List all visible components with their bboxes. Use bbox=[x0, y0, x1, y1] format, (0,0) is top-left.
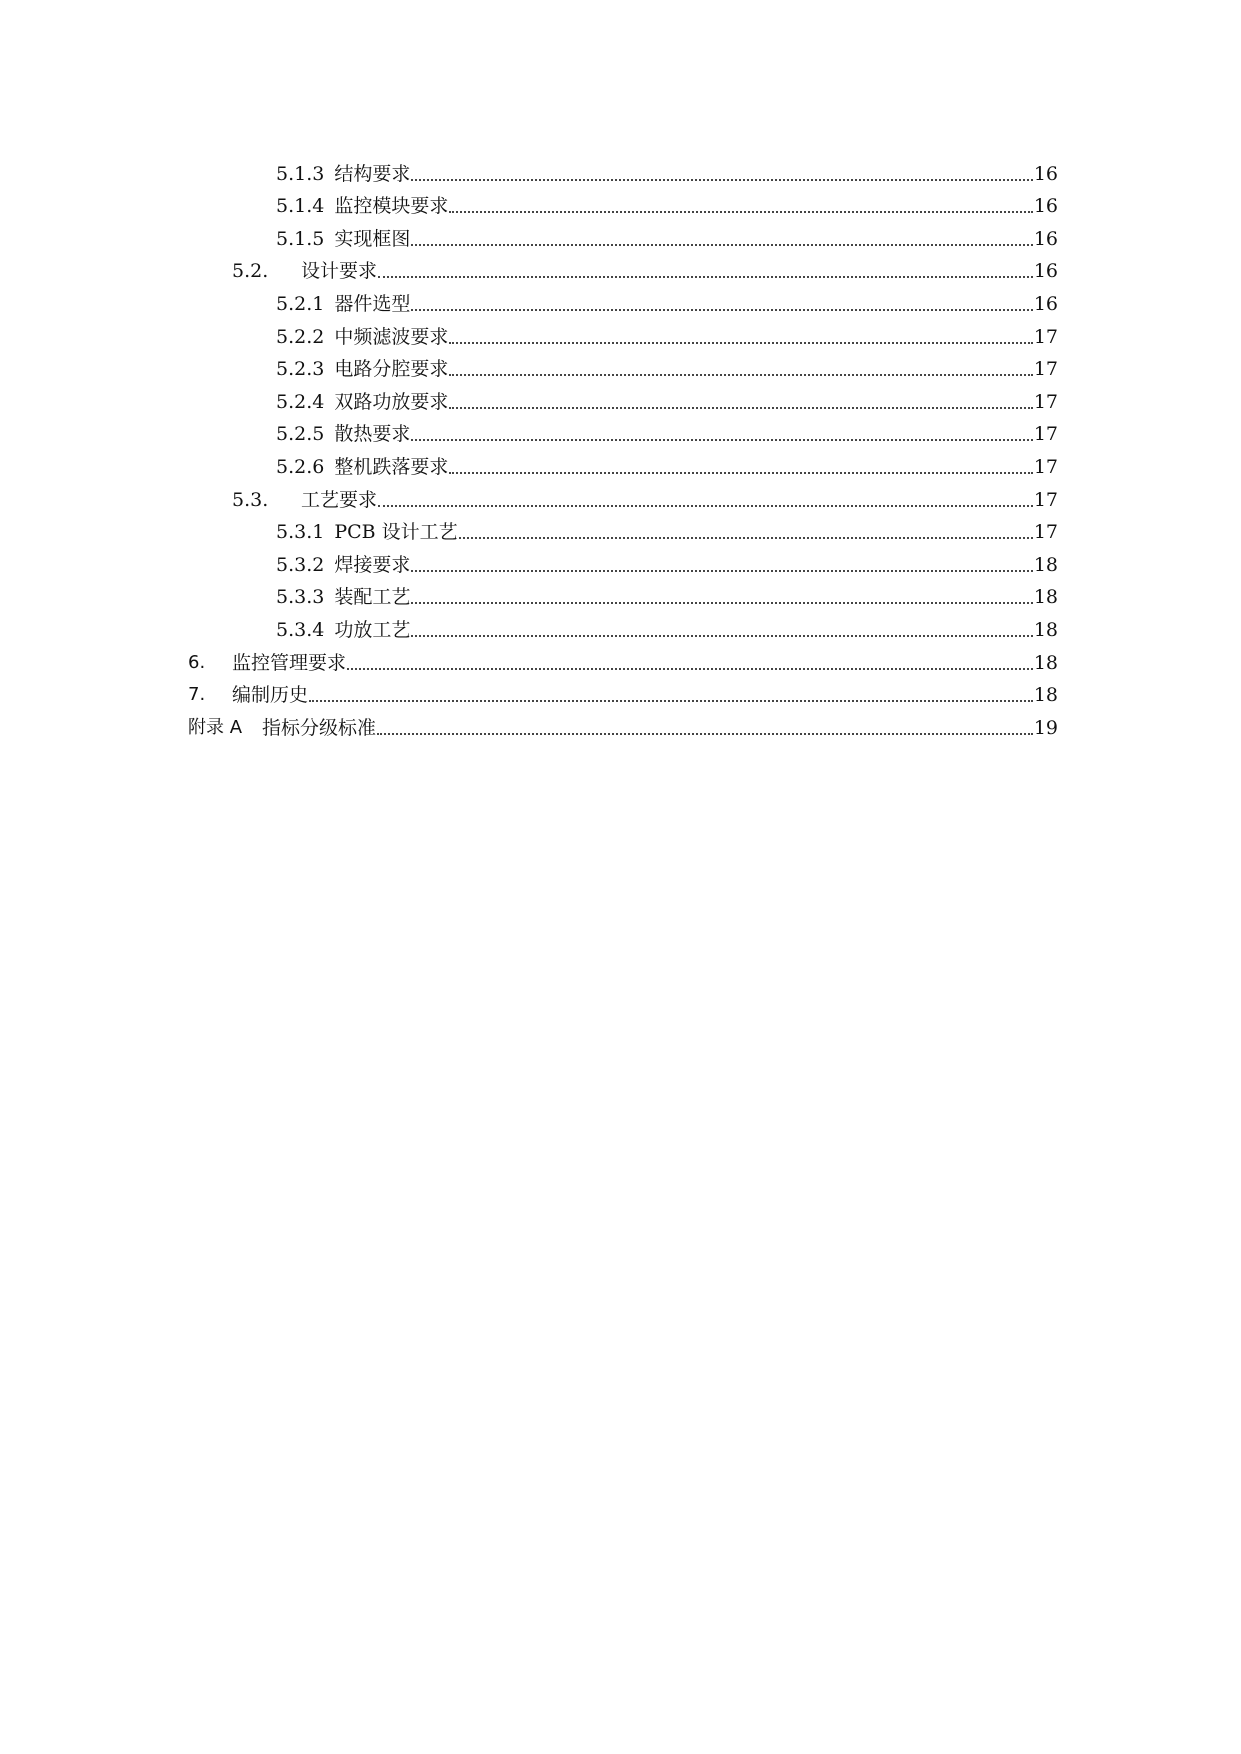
toc-entry-number: 5.2.5 bbox=[276, 423, 325, 446]
toc-entry-number: 5.3.1 bbox=[276, 521, 325, 544]
toc-entry-number: 5.3.4 bbox=[276, 618, 325, 641]
toc-entry-page: 18 bbox=[1033, 553, 1058, 576]
toc-entry-title: 工艺要求 bbox=[301, 488, 378, 511]
toc-entry-title: 散热要求 bbox=[334, 423, 411, 446]
toc-entry-title: 功放工艺 bbox=[334, 618, 411, 641]
toc-entry-title: 器件选型 bbox=[334, 292, 411, 315]
toc-entry-number: 5.2.4 bbox=[276, 390, 325, 413]
dot-leader bbox=[378, 497, 1033, 507]
dot-leader bbox=[459, 529, 1033, 539]
toc-entry-number: 5.2.3 bbox=[276, 358, 325, 381]
dot-leader bbox=[411, 301, 1032, 311]
toc-entry-title: 电路分腔要求 bbox=[334, 358, 449, 381]
dot-leader bbox=[347, 660, 1033, 670]
dot-leader bbox=[449, 203, 1032, 213]
toc-entry-page: 17 bbox=[1033, 423, 1058, 446]
toc-entry-5-1-5[interactable] bbox=[0, 218, 1241, 251]
toc-entry-5-3-3[interactable] bbox=[0, 577, 1241, 610]
dot-leader bbox=[449, 334, 1032, 344]
toc-entry-title: 指标分级标准 bbox=[262, 716, 377, 739]
table-of-contents bbox=[0, 153, 1241, 740]
toc-entry-title: 实现框图 bbox=[334, 227, 411, 250]
toc-entry-title: 监控模块要求 bbox=[334, 195, 449, 218]
toc-entry-page: 16 bbox=[1033, 227, 1058, 250]
toc-entry-title: 设计要求 bbox=[301, 260, 378, 283]
toc-entry-5-2-4[interactable] bbox=[0, 381, 1241, 414]
toc-entry-page: 18 bbox=[1033, 618, 1058, 641]
toc-entry-page: 16 bbox=[1033, 260, 1058, 283]
toc-entry-number: 7. bbox=[188, 684, 206, 706]
toc-entry-page: 16 bbox=[1033, 195, 1058, 218]
dot-leader bbox=[449, 366, 1032, 376]
toc-entry-title: 双路功放要求 bbox=[334, 390, 449, 413]
toc-entry-5-3-2[interactable] bbox=[0, 544, 1241, 577]
toc-entry-title: 监控管理要求 bbox=[232, 651, 347, 674]
toc-entry-title: 焊接要求 bbox=[334, 553, 411, 576]
toc-entry-number: 附录 A bbox=[188, 716, 243, 738]
toc-entry-page: 18 bbox=[1033, 684, 1058, 707]
dot-leader bbox=[449, 399, 1032, 409]
toc-entry-page: 17 bbox=[1033, 325, 1058, 348]
toc-entry-5-1-3[interactable] bbox=[0, 153, 1241, 186]
toc-entry-5-2-3[interactable] bbox=[0, 349, 1241, 382]
toc-entry-appendix-a[interactable] bbox=[0, 707, 1241, 740]
toc-entry-number: 5.2.2 bbox=[276, 325, 325, 348]
toc-entry-page: 16 bbox=[1033, 292, 1058, 315]
dot-leader bbox=[378, 268, 1033, 278]
dot-leader bbox=[377, 725, 1033, 735]
dot-leader bbox=[411, 594, 1032, 604]
dot-leader bbox=[411, 236, 1032, 246]
toc-entry-page: 17 bbox=[1033, 488, 1058, 511]
toc-entry-number: 5.3.3 bbox=[276, 586, 325, 609]
dot-leader bbox=[309, 692, 1033, 702]
toc-entry-number: 5.1.4 bbox=[276, 195, 325, 218]
toc-entry-number: 6. bbox=[188, 651, 206, 673]
toc-entry-number: 5.3. bbox=[232, 488, 269, 511]
toc-entry-page: 17 bbox=[1033, 358, 1058, 381]
dot-leader bbox=[411, 562, 1032, 572]
toc-entry-title: 中频滤波要求 bbox=[334, 325, 449, 348]
toc-entry-title: 结构要求 bbox=[334, 162, 411, 185]
toc-entry-page: 19 bbox=[1033, 716, 1058, 739]
toc-entry-5-2-6[interactable] bbox=[0, 446, 1241, 479]
toc-entry-5-2-1[interactable] bbox=[0, 283, 1241, 316]
toc-entry-number: 5.2. bbox=[232, 260, 269, 283]
toc-entry-title: 整机跌落要求 bbox=[334, 455, 449, 478]
toc-entry-5-1-4[interactable] bbox=[0, 186, 1241, 219]
toc-entry-number: 5.1.5 bbox=[276, 227, 325, 250]
toc-entry-title: 装配工艺 bbox=[334, 586, 411, 609]
toc-entry-number: 5.3.2 bbox=[276, 553, 325, 576]
toc-entry-title: PCB 设计工艺 bbox=[334, 521, 458, 544]
toc-entry-5-3[interactable] bbox=[0, 479, 1241, 512]
dot-leader bbox=[411, 627, 1032, 637]
toc-entry-page: 17 bbox=[1033, 455, 1058, 478]
toc-entry-page: 17 bbox=[1033, 390, 1058, 413]
toc-entry-5-2[interactable] bbox=[0, 251, 1241, 284]
dot-leader bbox=[449, 464, 1032, 474]
toc-entry-5-2-2[interactable] bbox=[0, 316, 1241, 349]
dot-leader bbox=[411, 431, 1032, 441]
toc-entry-6[interactable] bbox=[0, 642, 1241, 675]
toc-entry-number: 5.2.6 bbox=[276, 455, 325, 478]
toc-entry-page: 18 bbox=[1033, 651, 1058, 674]
toc-entry-page: 18 bbox=[1033, 586, 1058, 609]
toc-entry-page: 17 bbox=[1033, 521, 1058, 544]
dot-leader bbox=[411, 171, 1032, 181]
toc-entry-5-3-4[interactable] bbox=[0, 609, 1241, 642]
toc-entry-5-3-1[interactable] bbox=[0, 512, 1241, 545]
toc-entry-5-2-5[interactable] bbox=[0, 414, 1241, 447]
toc-entry-number: 5.2.1 bbox=[276, 292, 325, 315]
toc-entry-page: 16 bbox=[1033, 162, 1058, 185]
toc-entry-7[interactable] bbox=[0, 675, 1241, 708]
toc-entry-number: 5.1.3 bbox=[276, 162, 325, 185]
toc-entry-title: 编制历史 bbox=[232, 684, 309, 707]
